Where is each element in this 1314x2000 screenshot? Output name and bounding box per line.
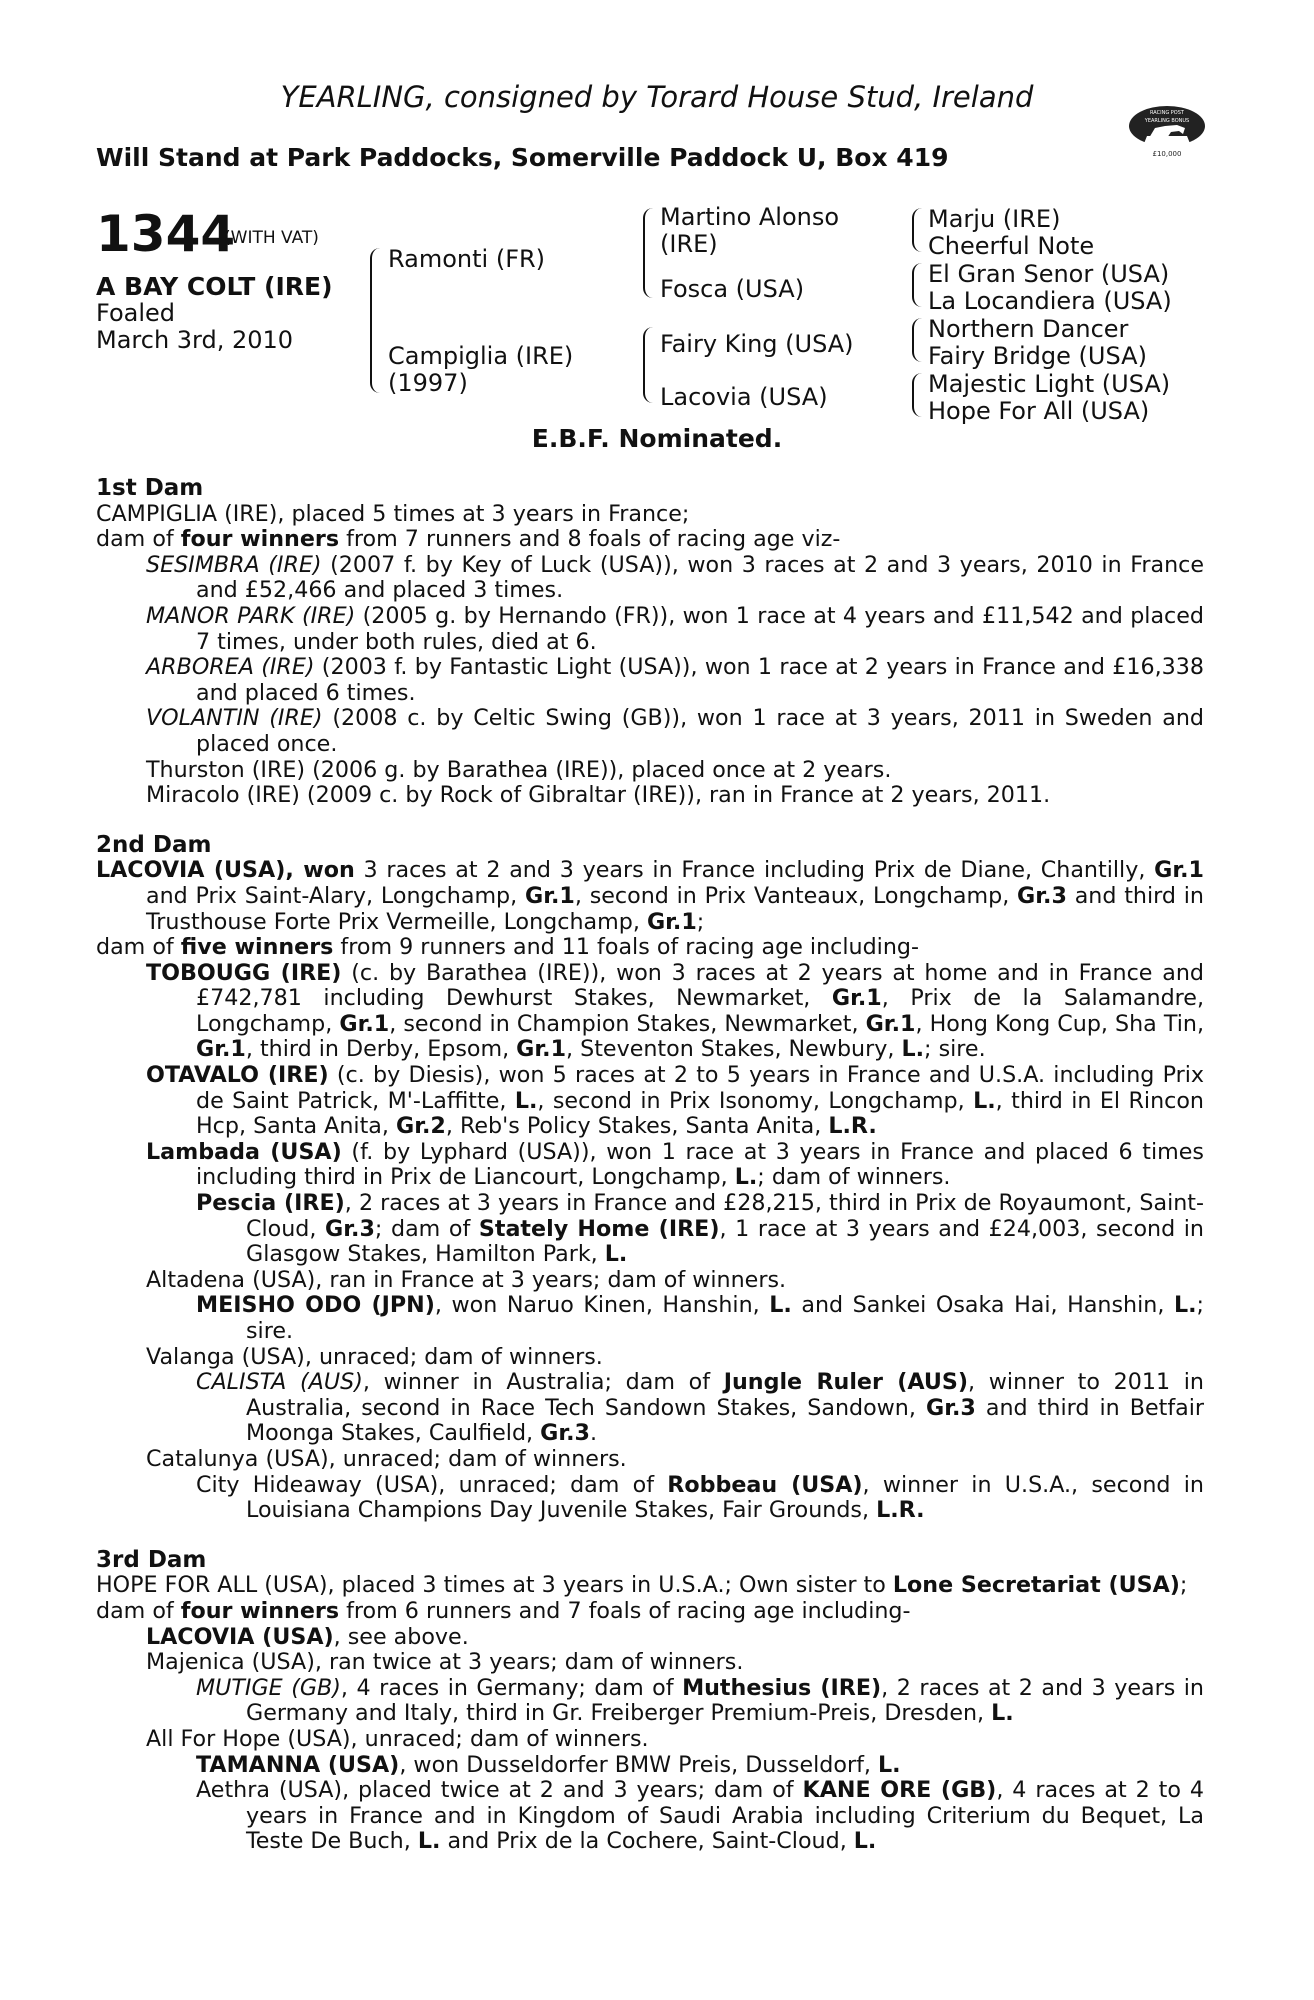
badge-top-text: RACING POST: [1150, 110, 1184, 116]
produce-entry: CALISTA (AUS), winner in Australia; dam of Jungle Ruler (AUS), winner to 2011 in Australia, second in Race Tech Sandown Stakes, Sandown, Gr.3 and third in Betfair Moonga Stakes, Caulfield, Gr.3.: [196, 1369, 1205, 1447]
pedigree-ggs3: El Gran Senor (USA): [928, 260, 1170, 288]
stand-location: Will Stand at Park Paddocks, Somerville Paddock U, Box 419: [96, 143, 949, 172]
pedigree-gs2: Fosca (USA): [660, 275, 805, 303]
produce-entry: Aethra (USA), placed twice at 2 and 3 years; dam of KANE ORE (GB), 4 races at 2 to 4 years in France and in Kingdom of Saudi Arabia including Criterium du Bequet, La Teste De Buch, L. and Prix de la Cochere, Saint-Cloud, L.: [196, 1777, 1204, 1855]
badge-middle-text: YEARLING BONUS: [1144, 118, 1190, 124]
third-dam-heading: 3rd Dam: [96, 1546, 207, 1573]
catalogue-body: [96, 476, 1204, 1855]
bracket: [912, 263, 926, 307]
produce-entry: MEISHO ODO (JPN), won Naruo Kinen, Hanshin, L. and Sankei Osaka Hai, Hanshin, L.; sire.: [196, 1292, 1205, 1344]
pedigree-dam-year: (1997): [388, 369, 468, 397]
pedigree-gs1: Martino Alonso: [660, 203, 840, 231]
produce-entry: Valanga (USA), unraced; dam of winners.: [146, 1343, 603, 1370]
produce-entry: All For Hope (USA), unraced; dam of winners.: [146, 1725, 649, 1752]
pedigree-sire: Ramonti (FR): [388, 245, 546, 273]
pedigree-ggs5: Northern Dancer: [928, 315, 1129, 343]
foal-entry: MANOR PARK (IRE) (2005 g. by Hernando (FR)), won 1 race at 4 years and £11,542 and placed 7 times, under both rules, died at 6.: [146, 602, 1204, 655]
produce-entry: Catalunya (USA), unraced; dam of winners.: [146, 1445, 627, 1472]
pedigree-ggs7: Majestic Light (USA): [928, 370, 1171, 398]
pedigree-gs1-country: (IRE): [660, 230, 718, 258]
lot-title: A BAY COLT (IRE): [96, 272, 333, 301]
foal-entry: Thurston (IRE) (2006 g. by Barathea (IRE)), placed once at 2 years.: [146, 756, 892, 783]
third-dam-produce: dam of four winners from 6 runners and 7 foals of racing age including-: [96, 1597, 911, 1624]
pedigree-dam: Campiglia (IRE): [388, 342, 574, 370]
produce-entry: Lambada (USA) (f. by Lyphard (USA)), won 1 race at 3 years in France and placed 6 times including third in Prix de Liancourt, Longchamp, L.; dam of winners.: [146, 1138, 1204, 1191]
bracket: [912, 318, 926, 362]
pedigree-ggs8: Hope For All (USA): [928, 397, 1150, 425]
yearling-bonus-badge: [1125, 98, 1209, 160]
bracket: [370, 248, 384, 393]
foaled-label: Foaled: [96, 299, 176, 327]
bracket: [912, 373, 926, 417]
produce-entry: TAMANNA (USA), won Dusseldorfer BMW Preis, Dusseldorf, L.: [196, 1751, 901, 1778]
produce-entry: Pescia (IRE), 2 races at 3 years in France and £28,215, third in Prix de Royaumont, Saint-Cloud, Gr.3; dam of Stately Home (IRE), 1 race at 3 years and £24,003, second in Glasgow Stakes, Hamilton Park, L.: [196, 1190, 1204, 1268]
bracket: [643, 327, 657, 403]
foaled-info: [96, 300, 293, 354]
second-dam-intro: LACOVIA (USA), won 3 races at 2 and 3 years in France including Prix de Diane, Chantilly, Gr.1 and Prix Saint-Alary, Longchamp, Gr.1, second in Prix Vanteaux, Longchamp, Gr.3 and third in Trusthouse Forte Prix Vermeille, Longchamp, Gr.1;: [96, 857, 1204, 935]
bracket: [912, 208, 926, 252]
produce-entry: TOBOUGG (IRE) (c. by Barathea (IRE)), won 3 races at 2 years at home and in France and £742,781 including Dewhurst Stakes, Newmarket, Gr.1, Prix de la Salamandre, Longchamp, Gr.1, second in Champion Stakes, Newmarket, Gr.1, Hong Kong Cup, Sha Tin, Gr.1, third in Derby, Epsom, Gr.1, Steventon Stakes, Newbury, L.; sire.: [146, 959, 1204, 1063]
second-dam-produce: dam of five winners from 9 runners and 11 foals of racing age including-: [96, 934, 919, 961]
vat-label: (WITH VAT): [224, 228, 319, 248]
first-dam-produce: dam of four winners from 7 runners and 8 foals of racing age viz-: [96, 526, 841, 553]
pedigree-gs3: Fairy King (USA): [660, 330, 854, 358]
third-dam-intro: HOPE FOR ALL (USA), placed 3 times at 3 years in U.S.A.; Own sister to Lone Secretariat (USA);: [96, 1572, 1188, 1599]
produce-entry: LACOVIA (USA), see above.: [146, 1623, 469, 1650]
first-dam-heading: 1st Dam: [96, 475, 204, 501]
catalogue-header: YEARLING, consigned by Torard House Stud, Ireland: [280, 80, 1034, 114]
foal-entry: Miracolo (IRE) (2009 c. by Rock of Gibraltar (IRE)), ran in France at 2 years, 2011.: [146, 782, 1051, 809]
lot-number: 1344: [96, 205, 236, 263]
badge-bottom-text: £10,000: [1152, 150, 1182, 158]
bracket: [643, 208, 657, 298]
pedigree-gs4: Lacovia (USA): [660, 383, 828, 411]
produce-entry: OTAVALO (IRE) (c. by Diesis), won 5 races at 2 to 5 years in France and U.S.A. including Prix de Saint Patrick, M'-Laffitte, L., second in Prix Isonomy, Longchamp, L., third in El Rincon Hcp, Santa Anita, Gr.2, Reb's Policy Stakes, Santa Anita, L.R.: [146, 1062, 1204, 1140]
first-dam-intro: CAMPIGLIA (IRE), placed 5 times at 3 years in France;: [96, 500, 690, 527]
foaled-date: March 3rd, 2010: [96, 326, 294, 354]
pedigree-ggs4: La Locandiera (USA): [928, 287, 1172, 315]
foal-entry: ARBOREA (IRE) (2003 f. by Fantastic Light (USA)), won 1 race at 2 years in France and £16,338 and placed 6 times.: [146, 654, 1204, 706]
foal-entry: SESIMBRA (IRE) (2007 f. by Key of Luck (USA)), won 3 races at 2 and 3 years, 2010 in France and £52,466 and placed 3 times.: [146, 551, 1204, 604]
produce-entry: City Hideaway (USA), unraced; dam of Robbeau (USA), winner in U.S.A., second in Louisiana Champions Day Juvenile Stakes, Fair Grounds, L.R.: [196, 1471, 1204, 1524]
pedigree-ggs1: Marju (IRE): [928, 205, 1061, 233]
second-dam-heading: 2nd Dam: [96, 831, 212, 858]
produce-entry: MUTIGE (GB), 4 races in Germany; dam of Muthesius (IRE), 2 races at 2 and 3 years in Germany and Italy, third in Gr. Freiberger Premium-Preis, Dresden, L.: [196, 1674, 1204, 1727]
pedigree-ggs2: Cheerful Note: [928, 232, 1095, 260]
produce-entry: Majenica (USA), ran twice at 3 years; dam of winners.: [146, 1649, 744, 1676]
foal-entry: VOLANTIN (IRE) (2008 c. by Celtic Swing (GB)), won 1 race at 3 years, 2011 in Sweden and placed once.: [146, 705, 1204, 757]
produce-entry: Altadena (USA), ran in France at 3 years; dam of winners.: [146, 1266, 787, 1293]
ebf-nomination: E.B.F. Nominated.: [531, 424, 783, 453]
pedigree-ggs6: Fairy Bridge (USA): [928, 342, 1147, 370]
